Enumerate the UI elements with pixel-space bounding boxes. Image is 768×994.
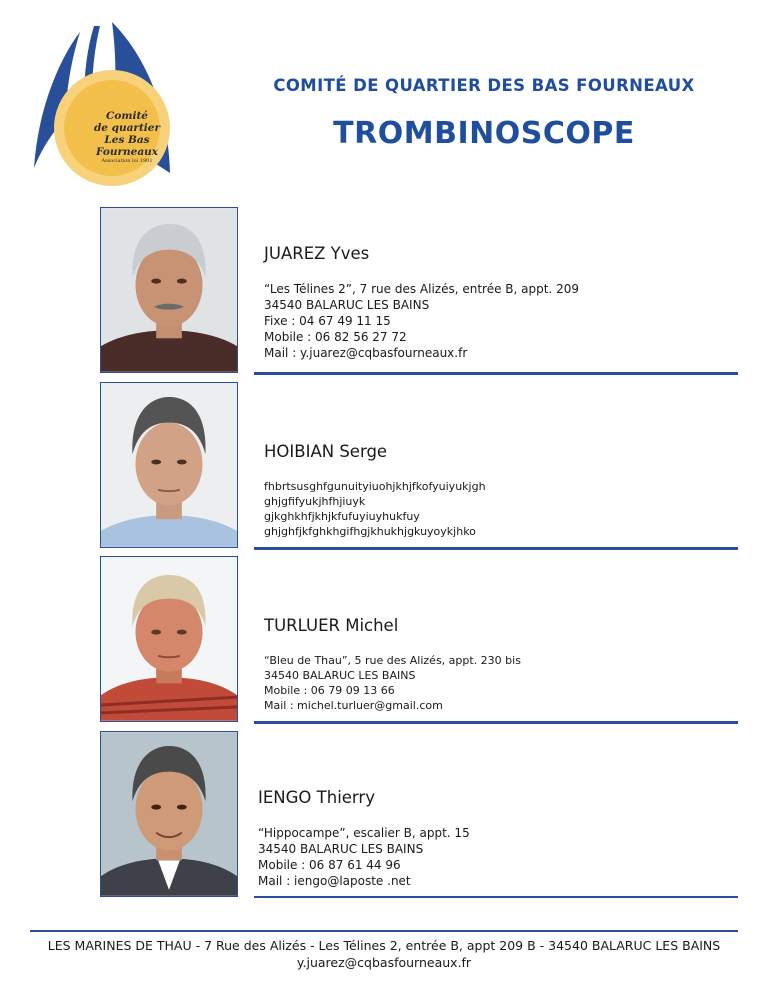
separator-3	[254, 721, 738, 724]
logo-line-4: Fourneaux	[95, 146, 159, 158]
member-address: “Hippocampe”, escalier B, appt. 15	[258, 826, 470, 840]
member-city: 34540 BALARUC LES BAINS	[264, 669, 416, 682]
separator-4	[254, 896, 738, 898]
member-city: 34540 BALARUC LES BAINS	[264, 298, 430, 312]
member-line: fhbrtsusghfgunuityiuohjkhjfkofyuiyukjgh	[264, 480, 486, 493]
member-line: ghjghfjkfghkhgifhgjkhukhjgkuyoykjhko	[264, 525, 476, 538]
member-photo-turluer	[100, 556, 238, 722]
footer	[10, 937, 758, 971]
member-mobile: Mobile : 06 87 61 44 96	[258, 858, 401, 872]
member-photo-juarez	[100, 207, 238, 373]
member-name: IENGO Thierry	[258, 788, 375, 807]
member-card-hoibian	[264, 442, 738, 539]
member-line: gjkghkhfjkhjkfufuyiuyhukfuy	[264, 510, 420, 523]
member-name: TURLUER Michel	[264, 616, 399, 635]
sail-sun-logo-icon	[20, 18, 180, 193]
member-email: Mail : y.juarez@cqbasfourneaux.fr	[264, 346, 468, 360]
member-email: Mail : michel.turluer@gmail.com	[264, 699, 443, 712]
footer-rule	[30, 930, 738, 932]
separator-1	[254, 372, 738, 375]
member-address: “Bleu de Thau”, 5 rue des Alizés, appt. 230 bis	[264, 654, 521, 667]
logo-text	[82, 110, 172, 165]
logo-line-2: de quartier	[93, 122, 161, 134]
organization-name: COMITÉ DE QUARTIER DES BAS FOURNEAUX	[273, 76, 695, 95]
logo-line-3: Les Bas	[104, 134, 150, 146]
separator-2	[254, 547, 738, 550]
member-phone: Fixe : 04 67 49 11 15	[264, 314, 391, 328]
member-photo-hoibian	[100, 382, 238, 548]
member-card-iengo	[258, 788, 738, 889]
portrait-gray-hair-icon	[101, 208, 237, 372]
page-title: TROMBINOSCOPE	[333, 116, 635, 151]
member-address: “Les Télines 2”, 7 rue des Alizés, entrée B, appt. 209	[264, 282, 579, 296]
portrait-suit-icon	[101, 732, 237, 896]
logo-line-1: Comité	[106, 110, 148, 122]
footer-address: LES MARINES DE THAU - 7 Rue des Alizés - Les Télines 2, entrée B, appt 209 B - 34540 BALARUC LES BAINS	[47, 938, 721, 953]
member-mobile: Mobile : 06 82 56 27 72	[264, 330, 407, 344]
logo-line-5: Association loi 1901	[101, 158, 153, 164]
footer-email: y.juarez@cqbasfourneaux.fr	[296, 955, 472, 970]
member-line: ghjgfifyukjhfhjiuyk	[264, 495, 366, 508]
member-name: HOIBIAN Serge	[264, 442, 388, 461]
member-name: JUAREZ Yves	[264, 244, 370, 263]
member-card-juarez	[264, 244, 738, 361]
member-card-turluer	[264, 616, 738, 713]
member-mobile: Mobile : 06 79 09 13 66	[264, 684, 395, 697]
portrait-dark-hair-icon	[101, 383, 237, 547]
member-photo-iengo	[100, 731, 238, 897]
member-email: Mail : iengo@laposte .net	[258, 874, 411, 888]
association-logo	[20, 18, 180, 193]
portrait-blond-hair-icon	[101, 557, 237, 721]
member-city: 34540 BALARUC LES BAINS	[258, 842, 424, 856]
